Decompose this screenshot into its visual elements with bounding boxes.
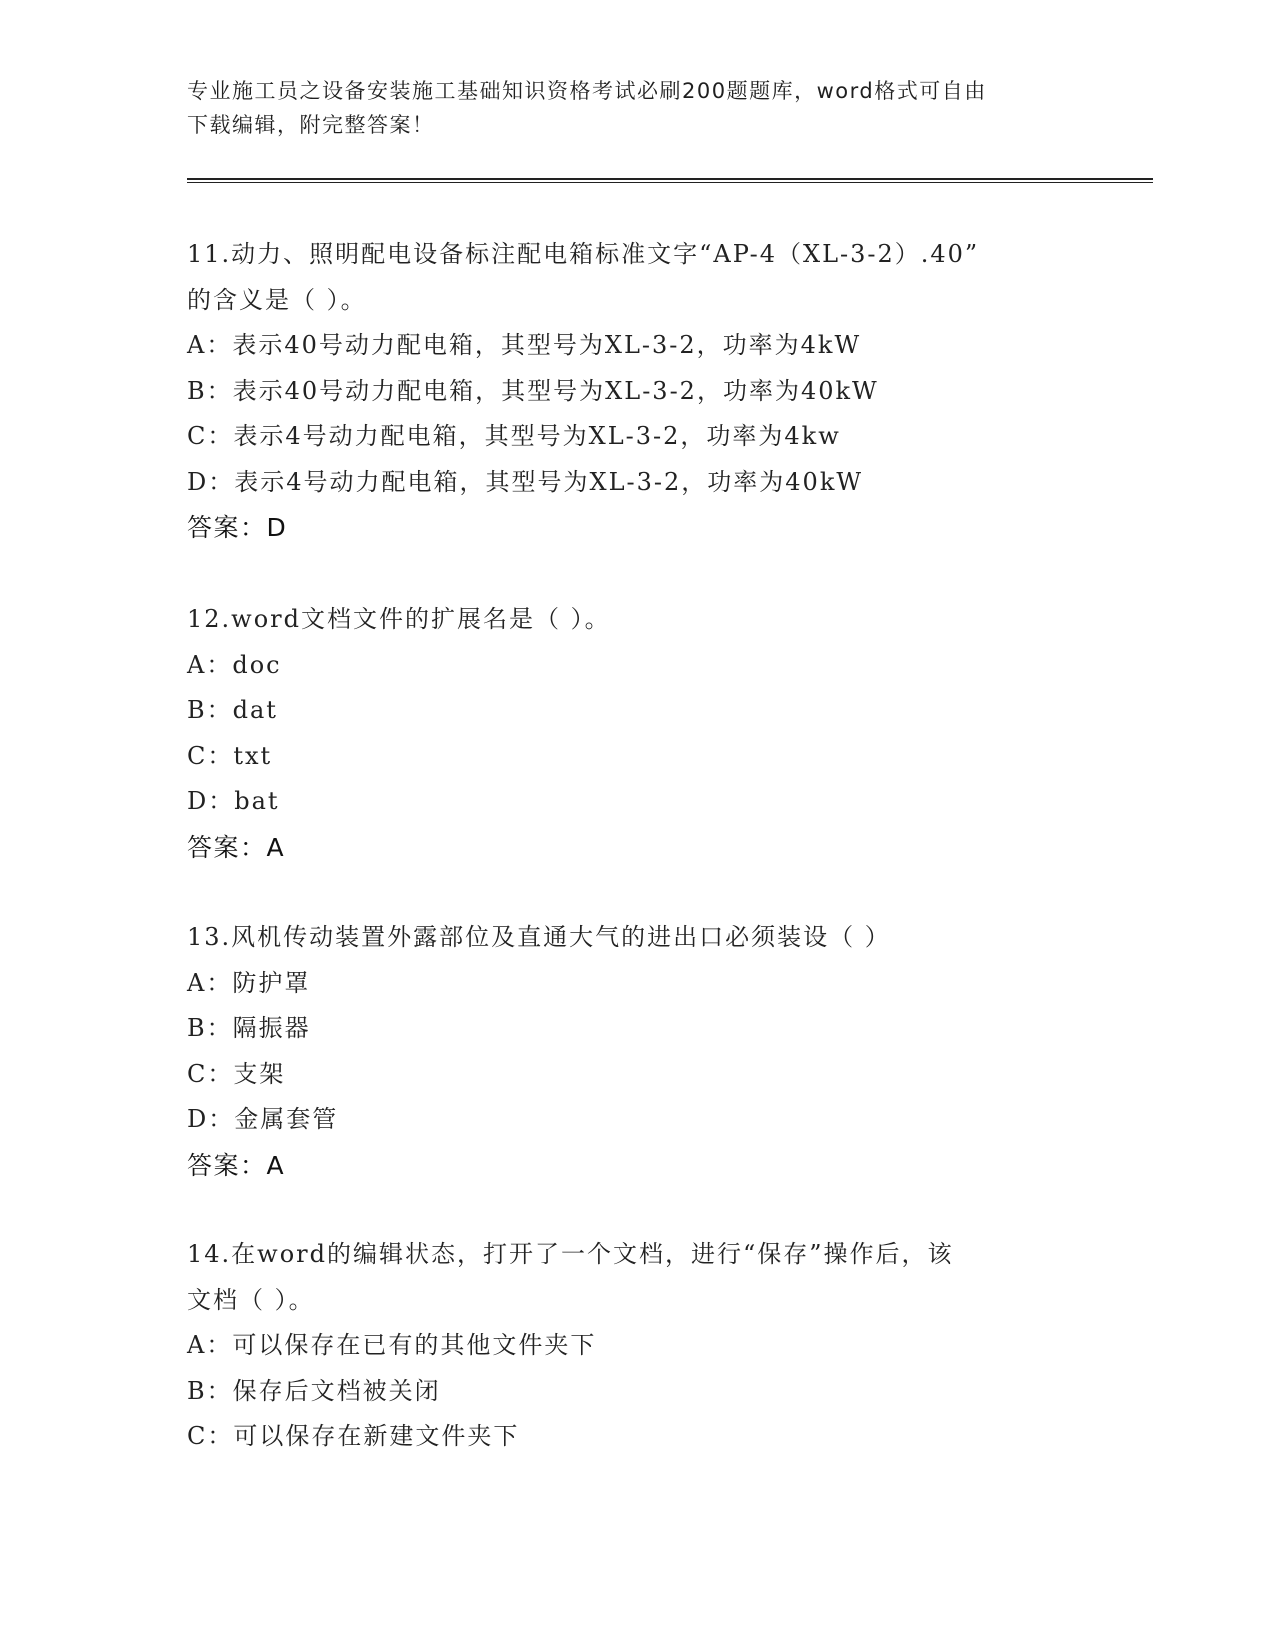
option-a: A：可以保存在已有的其他文件夹下 bbox=[187, 1331, 597, 1359]
answer: 答案：D bbox=[187, 513, 288, 542]
option-a: A：表示40号动力配电箱，其型号为XL-3-2，功率为4kW bbox=[187, 331, 862, 359]
header-line-2: 下载编辑，附完整答案！ bbox=[187, 113, 435, 137]
option-d: D：bat bbox=[187, 787, 280, 815]
header-line-1: 专业施工员之设备安装施工基础知识资格考试必刷200题题库，word格式可自由 bbox=[187, 79, 987, 103]
option-c: C：表示4号动力配电箱，其型号为XL-3-2，功率为4kw bbox=[187, 422, 841, 450]
option-a: A：doc bbox=[187, 650, 282, 679]
option-d: D：金属套管 bbox=[187, 1105, 339, 1133]
option-c: C：可以保存在新建文件夹下 bbox=[187, 1422, 520, 1450]
option-c: C：支架 bbox=[187, 1059, 286, 1088]
question-12 bbox=[187, 597, 1067, 870]
question-11 bbox=[187, 232, 1067, 551]
header-divider-secondary bbox=[187, 182, 1153, 183]
question-stem-line: 14.在word的编辑状态，打开了一个文档，进行“保存”操作后，该 bbox=[187, 1240, 954, 1268]
question-14 bbox=[187, 1232, 1067, 1460]
question-13 bbox=[187, 915, 1067, 1188]
question-stem-line: 13.风机传动装置外露部位及直通大气的进出口必须装设（ ） bbox=[187, 923, 891, 951]
option-b: B：表示40号动力配电箱，其型号为XL-3-2，功率为40kW bbox=[187, 376, 879, 405]
question-stem-line: 文档（ ）。 bbox=[187, 1285, 315, 1314]
option-b: B：隔振器 bbox=[187, 1014, 311, 1042]
option-c: C：txt bbox=[187, 741, 273, 770]
question-stem-line: 11.动力、照明配电设备标注配电箱标准文字“AP-4（XL-3-2）.40” bbox=[187, 240, 980, 268]
option-a: A：防护罩 bbox=[187, 968, 311, 997]
header-divider bbox=[187, 178, 1153, 180]
option-b: B：dat bbox=[187, 696, 278, 724]
answer: 答案：A bbox=[187, 1150, 286, 1180]
answer: 答案：A bbox=[187, 832, 286, 862]
option-b: B：保存后文档被关闭 bbox=[187, 1376, 441, 1405]
option-d: D：表示4号动力配电箱，其型号为XL-3-2，功率为40kW bbox=[187, 467, 864, 496]
question-stem-line: 的含义是（ ）。 bbox=[187, 285, 367, 314]
question-stem-line: 12.word文档文件的扩展名是（ ）。 bbox=[187, 605, 611, 633]
document-header bbox=[187, 74, 1067, 142]
